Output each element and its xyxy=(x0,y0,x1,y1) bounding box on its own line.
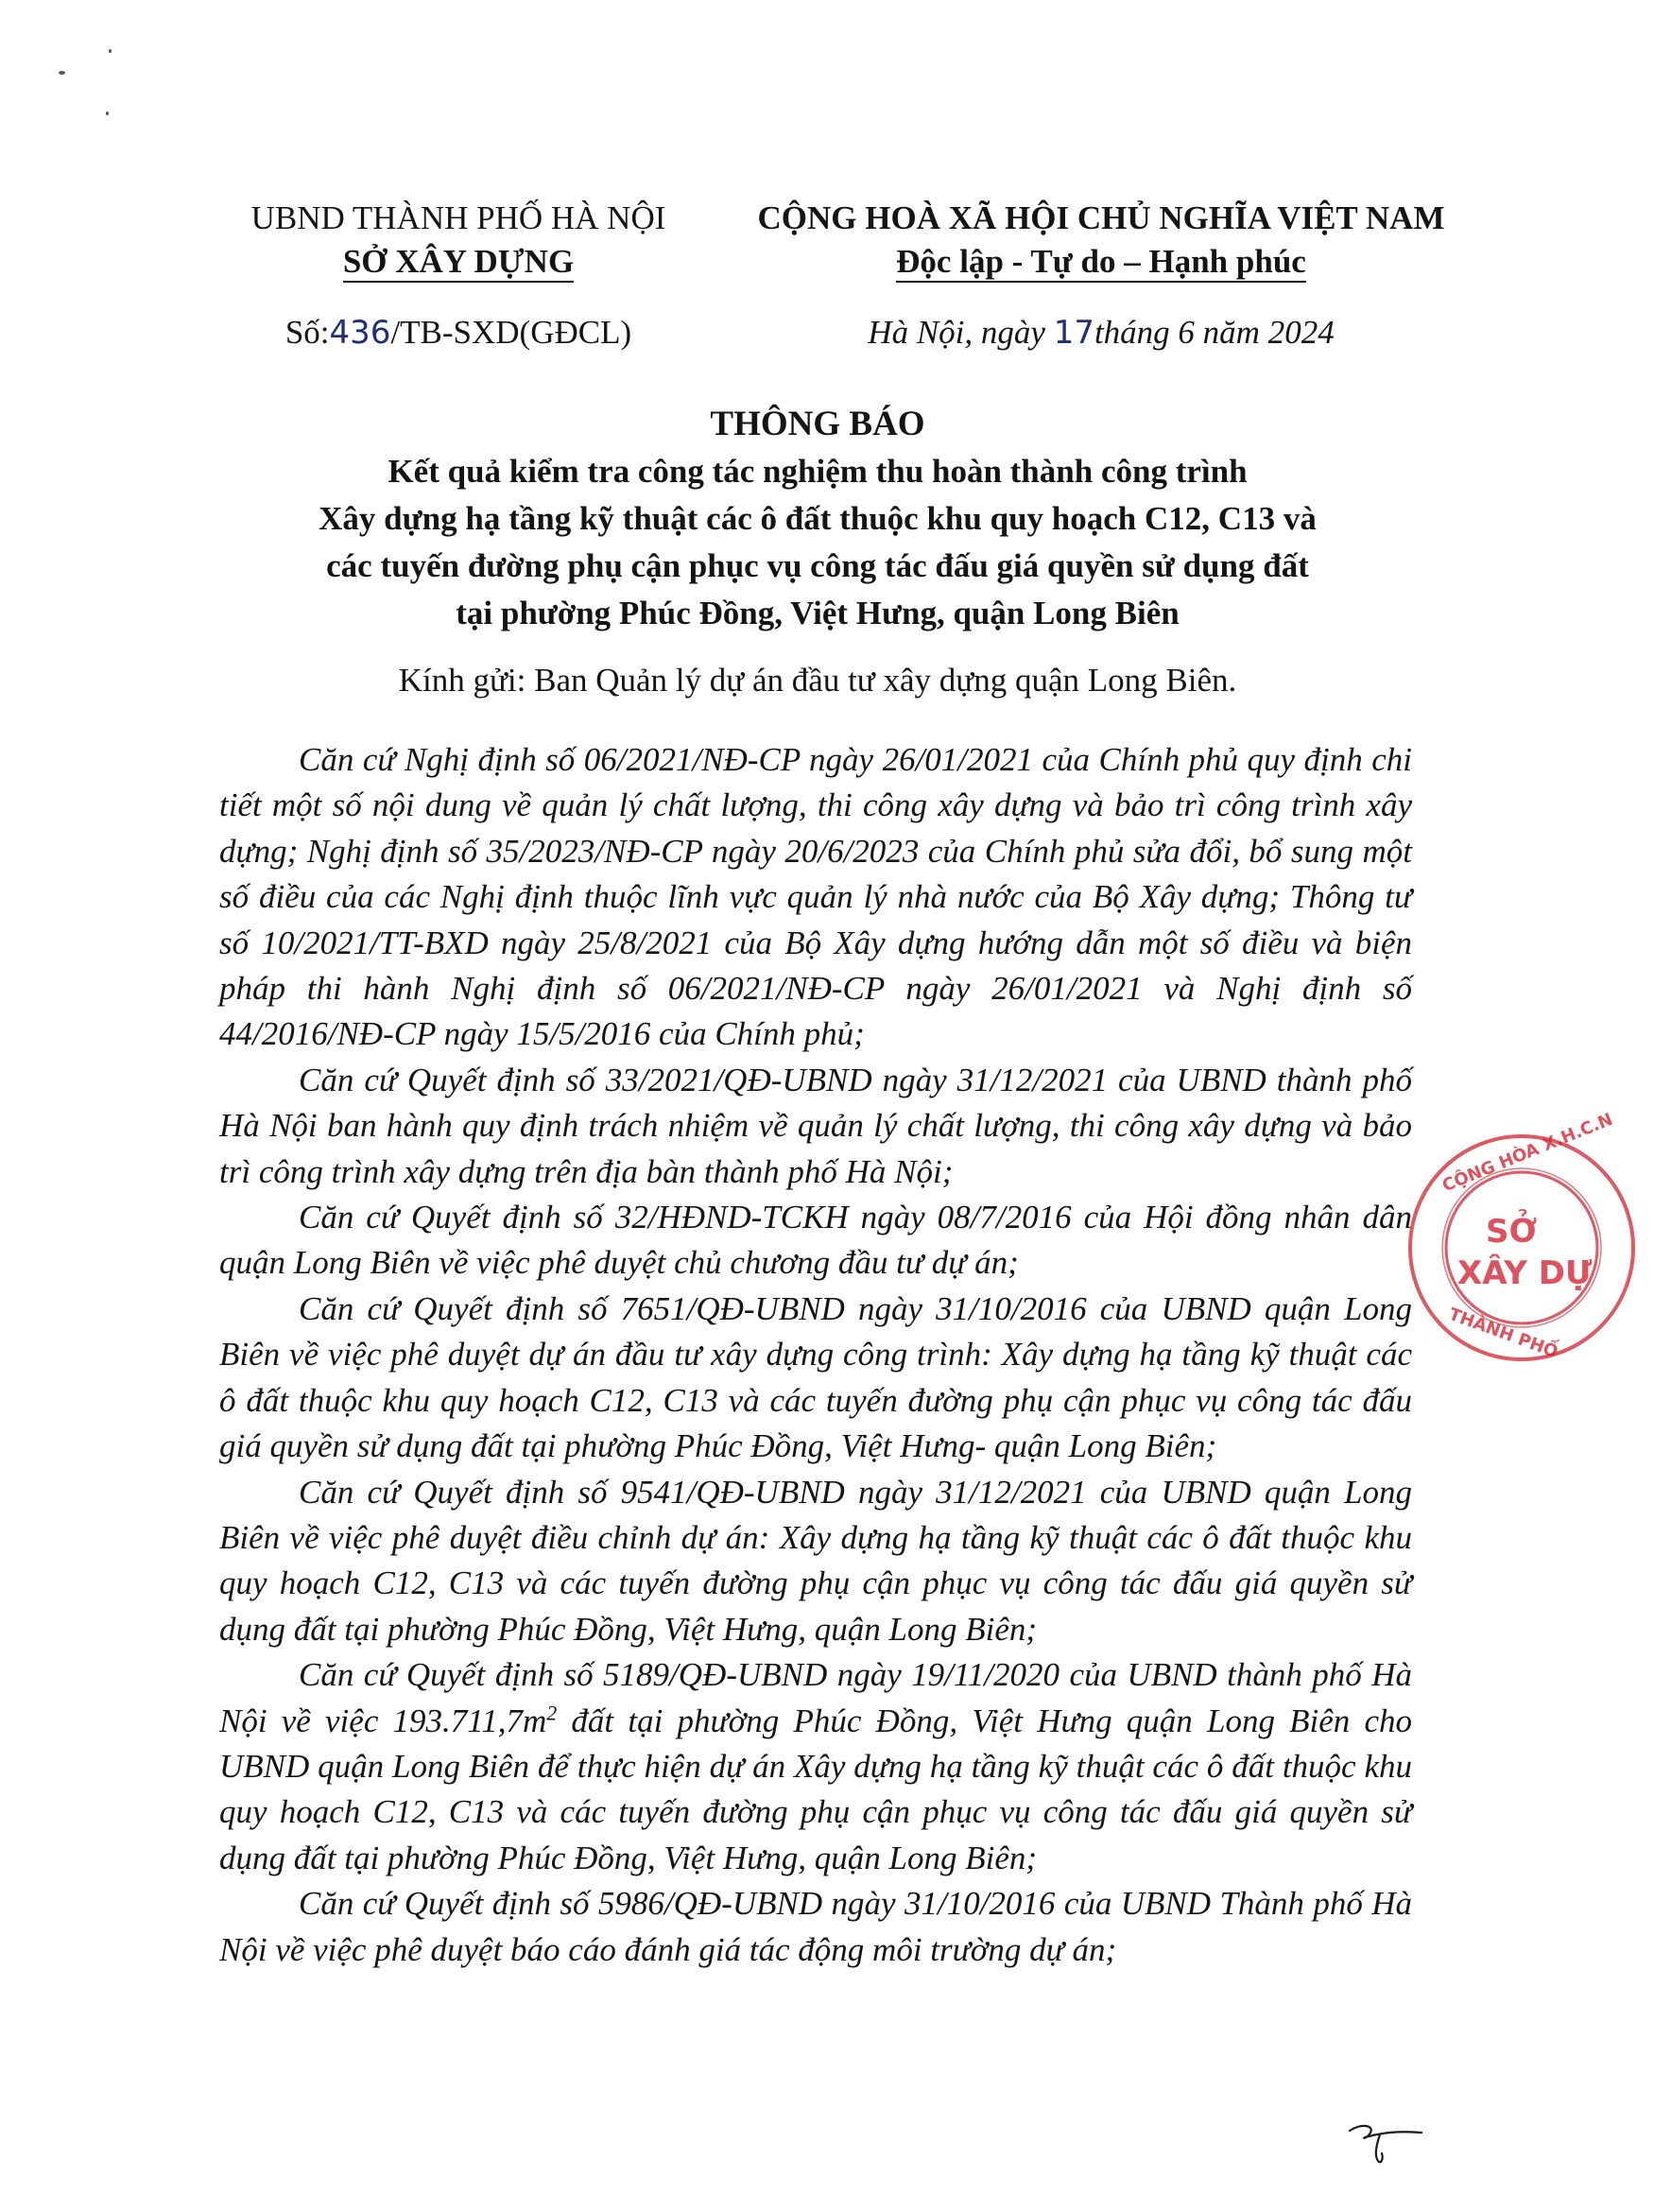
notice-title-block xyxy=(180,401,1456,637)
legal-basis-paragraph: Căn cứ Quyết định số 33/2021/QĐ-UBND ngày 31/12/2021 của UBND thành phố Hà Nội ban hành quy định trách nhiệm về quản lý chất lượng, thi công xây dựng và bảo trì công trình xây dựng trên địa bàn thành phố Hà Nội; xyxy=(219,1061,1412,1190)
recipient-line: Kính gửi: Ban Quản lý dự án đầu tư xây dựng quận Long Biên. xyxy=(398,662,1237,699)
authority-line-2: SỞ XÂY DỰNG xyxy=(343,243,574,283)
p6-text-before: Căn cứ Quyết định số 5189/QĐ-UBND ngày 19/11/2020 của UBND thành phố Hà Nội về việc 193.711,7m xyxy=(219,1656,1412,1739)
notice-title: THÔNG BÁO xyxy=(710,405,925,443)
issuing-authority xyxy=(194,197,723,284)
notice-subject-line-4: tại phường Phúc Đồng, Việt Hưng, quận Long Biên xyxy=(456,595,1180,631)
legal-basis-section xyxy=(219,737,1412,1973)
legal-basis-paragraph: Căn cứ Quyết định số 32/HĐND-TCKH ngày 08/7/2016 của Hội đồng nhân dân quận Long Biên về việc phê duyệt chủ chương đầu tư dự án; xyxy=(219,1199,1412,1282)
official-seal-stamp xyxy=(1389,1109,1616,1366)
doc-number-prefix: Số: xyxy=(284,314,330,351)
nation-line-1: CỘNG HOÀ XÃ HỘI CHỦ NGHĨA VIỆT NAM xyxy=(757,199,1445,236)
notice-subject-line-2: Xây dựng hạ tầng kỹ thuật các ô đất thuộc khu quy hoạch C12, C13 và xyxy=(319,500,1317,537)
scan-speck xyxy=(109,49,112,53)
date-day-handwritten: 17 xyxy=(1053,314,1094,352)
date-prefix: Hà Nội, ngày xyxy=(868,314,1054,351)
legal-basis-paragraph xyxy=(219,1652,1412,1881)
legal-basis-paragraph: Căn cứ Quyết định số 7651/QĐ-UBND ngày 31/10/2016 của UBND quận Long Biên về việc phê duyệt dự án đầu tư xây dựng công trình: Xây dựng hạ tầng kỹ thuật các ô đất thuộc khu quy hoạch C12, C13 và các tuyến đường phụ cận phục vụ công tác đấu giá quyền sử dụng đất tại phường Phúc Đồng, Việt Hưng- quận Long Biên; xyxy=(219,1289,1412,1465)
seal-center-line-2: XÂY DỰ xyxy=(1457,1254,1593,1292)
document-date xyxy=(747,314,1456,352)
scan-speck xyxy=(106,112,109,115)
p6-text-after: đất tại phường Phúc Đồng, Việt Hưng quận Long Biên cho UBND quận Long Biên để thực hiện dự án Xây dựng hạ tầng kỹ thuật các ô đất thuộc khu quy hoạch C12, C13 và các tuyến đường phụ cận phục vụ công tác đấu giá quyền sử dụng đất tại phường Phúc Đồng, Việt Hưng, quận Long Biên; xyxy=(219,1702,1412,1876)
notice-subject-line-3: các tuyến đường phụ cận phục vụ công tác đấu giá quyền sử dụng đất xyxy=(326,547,1309,584)
document-number xyxy=(194,314,723,352)
initials-signature-icon xyxy=(1342,2117,1427,2165)
legal-basis-paragraph: Căn cứ Nghị định số 06/2021/NĐ-CP ngày 26/01/2021 của Chính phủ quy định chi tiết một số nội dung về quản lý chất lượng, thi công xây dựng và bảo trì công trình xây dựng; Nghị định số 35/2023/NĐ-CP ngày 20/6/2023 của Chính phủ sửa đổi, bổ sung một số điều của các Nghị định thuộc lĩnh vực quản lý nhà nước của Bộ Xây dựng; Thông tư số 10/2021/TT-BXD ngày 25/8/2021 của Bộ Xây dựng hướng dẫn một số điều và biện pháp thi hành Nghị định số 06/2021/NĐ-CP ngày 26/01/2021 và Nghị định số 44/2016/NĐ-CP ngày 15/5/2016 của Chính phủ; xyxy=(219,741,1412,1053)
national-motto xyxy=(747,197,1456,284)
date-suffix: tháng 6 năm 2024 xyxy=(1094,314,1335,351)
p6-superscript: 2 xyxy=(546,1700,558,1724)
doc-number-suffix: /TB-SXD(GĐCL) xyxy=(390,314,632,351)
scan-speck xyxy=(59,71,65,75)
legal-basis-paragraph: Căn cứ Quyết định số 9541/QĐ-UBND ngày 31/12/2021 của UBND quận Long Biên về việc phê duyệt điều chỉnh dự án: Xây dựng hạ tầng kỹ thuật các ô đất thuộc khu quy hoạch C12, C13 và các tuyến đường phụ cận phục vụ công tác đấu giá quyền sử dụng đất tại phường Phúc Đồng, Việt Hưng, quận Long Biên; xyxy=(219,1473,1412,1648)
notice-subject-line-1: Kết quả kiểm tra công tác nghiệm thu hoàn thành công trình xyxy=(388,453,1248,490)
seal-ring-text: CỘNG HÒA X.H.C.N xyxy=(1439,1109,1616,1197)
authority-line-1: UBND THÀNH PHỐ HÀ NỘI xyxy=(250,199,666,236)
nation-line-2: Độc lập - Tự do – Hạnh phúc xyxy=(896,243,1306,283)
legal-basis-paragraph: Căn cứ Quyết định số 5986/QĐ-UBND ngày 31/10/2016 của UBND Thành phố Hà Nội về việc phê duyệt báo cáo đánh giá tác động môi trường dự án; xyxy=(219,1885,1412,1968)
seal-center-line-1: SỞ xyxy=(1486,1213,1538,1251)
doc-number-handwritten: 436 xyxy=(329,314,391,352)
seal-ring-text-bottom: THÀNH PHỐ xyxy=(1446,1304,1561,1363)
